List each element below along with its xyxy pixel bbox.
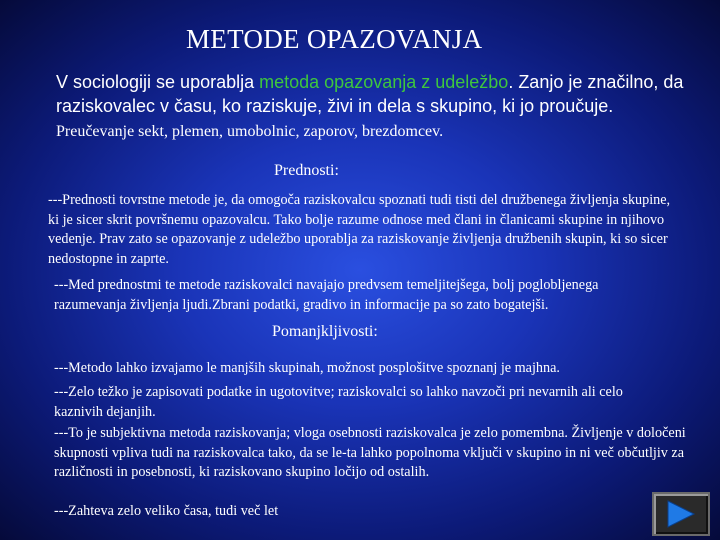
advantages-heading: Prednosti: bbox=[274, 162, 339, 179]
slide-title: METODE OPAZOVANJA bbox=[186, 24, 483, 54]
advantages-paragraph-1: ---Prednosti tovrstne metode je, da omogoča raziskovalcu spoznati tudi tisti del družbenega življenja skupine, ki je sicer skrit površnemu opazovalcu. Tako bolje razume odnose med člani in članicami skupine in njihovo vedenje. Prav zato se opazovanje z udeležbo uporablja za raziskovanje življenja družbenih skupin, ki so sicer nedostopne in zaprte. bbox=[48, 192, 671, 267]
intro-examples: Preučevanje sekt, plemen, umobolnic, zaporov, brezdomcev. bbox=[56, 123, 444, 140]
next-slide-button[interactable] bbox=[652, 492, 710, 536]
intro-text-2: . Zanjo je značilno, da raziskovalec v času, ko raziskuje, živi in dela s skupino, ki jo proučuje. bbox=[56, 72, 684, 116]
disadvantages-paragraph-4: ---Zahteva zelo veliko časa, tudi več let bbox=[54, 503, 279, 519]
intro-highlight: metoda opazovanja z udeležbo bbox=[259, 72, 509, 92]
play-triangle-icon bbox=[666, 500, 696, 528]
advantages-paragraph-2: ---Med prednostmi te metode raziskovalci navajajo predvsem temeljitejšega, bolj poglobljenega razumevanja življenja ljudi.Zbrani podatki, gradivo in informacije pa so zato bogatejši. bbox=[54, 277, 599, 313]
disadvantages-paragraph-3: ---To je subjektivna metoda raziskovanja; vloga osebnosti raziskovalca je zelo pomembna. Življenje v določeni skupnosti vpliva tudi na raziskovalca tako, da se le-ta lahko popolnoma vključi v skupino in ni več občutljiv za različnosti in posebnosti, ki raziskovano skupino ločijo od ostalih. bbox=[54, 425, 686, 480]
disadvantages-paragraph-1: ---Metodo lahko izvajamo le manjših skupinah, možnost posplošitve spoznanj je majhna. bbox=[54, 360, 560, 376]
disadvantages-heading: Pomanjkljivosti: bbox=[272, 323, 378, 340]
intro-paragraph bbox=[56, 70, 696, 144]
intro-text-1: V sociologiji se uporablja bbox=[56, 72, 260, 92]
disadvantages-paragraph-2: ---Zelo težko je zapisovati podatke in ugotovitve; raziskovalci so lahko navzoči pri nevarnih ali celo kaznivih dejanjih. bbox=[54, 384, 623, 420]
